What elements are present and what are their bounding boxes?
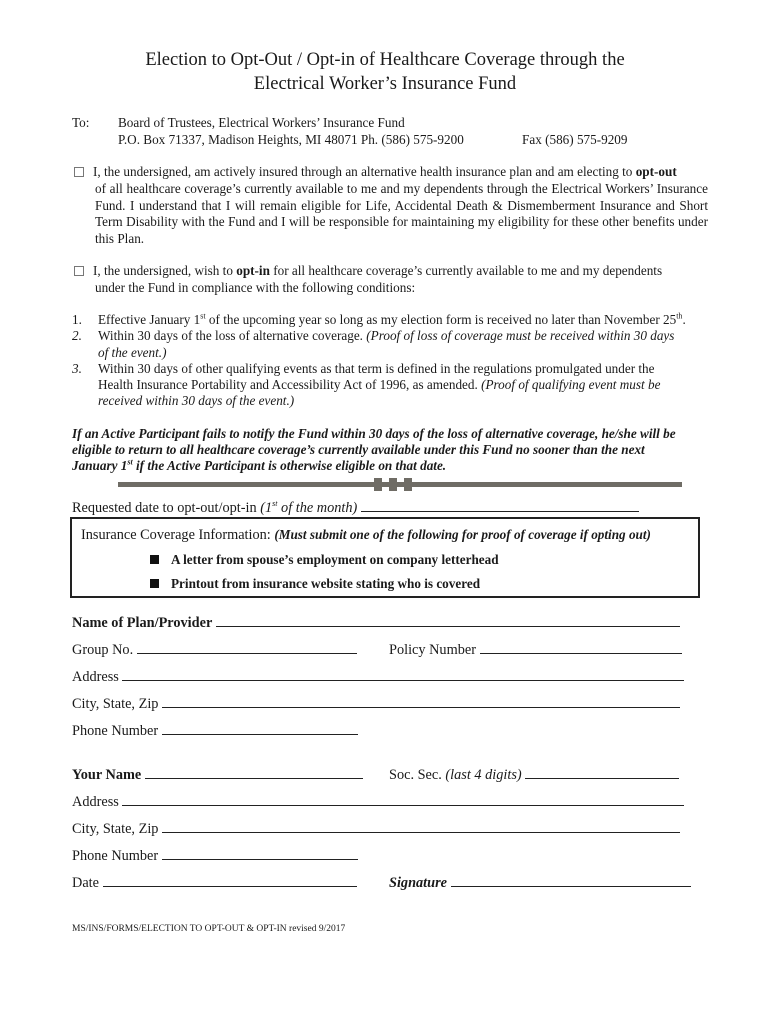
condition-1-text-a: Effective January 1 bbox=[98, 312, 201, 327]
condition-3-line2-italic: (Proof of qualifying event must be bbox=[481, 377, 661, 392]
opt-out-keyword: opt-out bbox=[635, 164, 677, 179]
notice-line1: If an Active Participant fails to notify the Fund within 30 days of the loss of alternative coverage, he/she will be bbox=[72, 426, 676, 441]
opt-in-rest: for all healthcare coverage’s currently available to me and my dependents bbox=[269, 263, 663, 278]
coverage-item-1 bbox=[150, 552, 499, 569]
your-city-row bbox=[72, 818, 680, 838]
condition-1 bbox=[98, 312, 686, 329]
condition-2 bbox=[98, 328, 674, 345]
soc-sec-field[interactable] bbox=[525, 764, 679, 779]
plan-phone-field[interactable] bbox=[162, 720, 358, 735]
plan-city-label: City, State, Zip bbox=[72, 696, 159, 712]
divider-block-2 bbox=[389, 478, 397, 491]
plan-phone-row bbox=[72, 720, 358, 740]
condition-1-text-c: . bbox=[682, 312, 686, 327]
group-no-field[interactable] bbox=[137, 639, 357, 654]
plan-city-field[interactable] bbox=[162, 693, 680, 708]
square-bullet-icon bbox=[150, 579, 159, 588]
condition-1-sup-a: st bbox=[200, 311, 206, 321]
coverage-info-header bbox=[81, 526, 651, 544]
condition-2-italic: (Proof of loss of coverage must be received within 30 days bbox=[366, 328, 675, 343]
plan-address-label: Address bbox=[72, 669, 119, 685]
your-name-label: Your Name bbox=[72, 767, 142, 783]
requested-date-hint-sup: st bbox=[272, 499, 278, 509]
coverage-item-2-text: Printout from insurance website stating who is covered bbox=[171, 576, 481, 591]
soc-sec-label: Soc. Sec. bbox=[389, 767, 446, 783]
divider-block-1 bbox=[374, 478, 382, 491]
notice-line3-a: January 1 bbox=[72, 458, 128, 473]
addressee-name: Board of Trustees, Electrical Workers’ Insurance Fund bbox=[118, 115, 405, 130]
your-city-field[interactable] bbox=[162, 818, 680, 833]
requested-date-hint bbox=[260, 500, 357, 516]
addressee-address: P.O. Box 71337, Madison Heights, MI 48071 Ph. (586) 575-9200 bbox=[118, 132, 464, 147]
date-field[interactable] bbox=[103, 872, 357, 887]
notice-line3-b: if the Active Participant is otherwise eligible on that date. bbox=[132, 458, 447, 473]
date-row bbox=[72, 872, 357, 892]
condition-3-line1: Within 30 days of other qualifying events as that term is defined in the regulations promulgated under the bbox=[98, 361, 655, 376]
condition-1-sup-b: th bbox=[676, 311, 683, 321]
condition-3-number: 3. bbox=[72, 361, 82, 376]
requested-date-hint-b: of the month) bbox=[277, 500, 358, 516]
opt-in-line2: under the Fund in compliance with the following conditions: bbox=[95, 280, 416, 295]
plan-city-row bbox=[72, 693, 680, 713]
opt-out-body: of all healthcare coverage’s currently available to me and my dependents through the Electrical Workers’ Insurance Fund. I understand that I will remain eligible for Life, Accidental Death & Dismemberment Insurance and Short Term Disability with the Fund and I will be responsible for maintaining my eligibility for these other benefits under this Plan. bbox=[95, 181, 708, 246]
group-no-row bbox=[72, 639, 357, 659]
divider-bar bbox=[118, 482, 682, 487]
signature-field[interactable] bbox=[451, 872, 691, 887]
opt-in-option bbox=[74, 263, 662, 280]
your-name-field[interactable] bbox=[145, 764, 363, 779]
signature-row bbox=[389, 872, 691, 892]
your-name-row bbox=[72, 764, 363, 784]
opt-out-option bbox=[74, 164, 677, 181]
opt-in-lead: I, the undersigned, wish to bbox=[93, 263, 237, 278]
opt-out-lead: I, the undersigned, am actively insured through an alternative health insurance plan and am electing to bbox=[93, 164, 636, 179]
opt-out-checkbox[interactable] bbox=[74, 167, 84, 177]
your-phone-field[interactable] bbox=[162, 845, 358, 860]
addressee-fax: Fax (586) 575-9209 bbox=[522, 132, 628, 147]
signature-label: Signature bbox=[389, 875, 448, 891]
condition-2-text: Within 30 days of the loss of alternative coverage. bbox=[98, 328, 367, 343]
group-no-label: Group No. bbox=[72, 642, 134, 658]
your-phone-row bbox=[72, 845, 358, 865]
plan-name-row bbox=[72, 612, 680, 632]
policy-number-field[interactable] bbox=[480, 639, 682, 654]
plan-name-label: Name of Plan/Provider bbox=[72, 615, 213, 631]
your-address-row bbox=[72, 791, 684, 811]
soc-sec-hint: (last 4 digits) bbox=[445, 767, 522, 783]
date-label: Date bbox=[72, 875, 99, 891]
divider-block-3 bbox=[404, 478, 412, 491]
policy-number-row bbox=[389, 639, 682, 659]
condition-3-line2-text: Health Insurance Portability and Accessibility Act of 1996, as amended. bbox=[98, 377, 482, 392]
policy-number-label: Policy Number bbox=[389, 642, 476, 658]
your-address-label: Address bbox=[72, 794, 119, 810]
your-phone-label: Phone Number bbox=[72, 848, 159, 864]
page-title-line2: Electrical Worker’s Insurance Fund bbox=[253, 74, 517, 94]
notice-line3 bbox=[72, 458, 446, 475]
condition-2-number: 2. bbox=[72, 328, 82, 343]
your-city-label: City, State, Zip bbox=[72, 821, 159, 837]
opt-in-keyword: opt-in bbox=[236, 263, 270, 278]
to-label: To: bbox=[72, 115, 90, 130]
your-address-field[interactable] bbox=[122, 791, 684, 806]
condition-3-line2 bbox=[98, 377, 660, 394]
requested-date-field[interactable] bbox=[361, 497, 639, 512]
plan-name-field[interactable] bbox=[216, 612, 680, 627]
condition-3-line3: received within 30 days of the event.) bbox=[98, 393, 295, 408]
condition-2-continued: of the event.) bbox=[98, 345, 167, 360]
condition-1-number: 1. bbox=[72, 312, 82, 327]
condition-1-text-b: of the upcoming year so long as my election form is received no later than November 25 bbox=[205, 312, 677, 327]
notice-line3-sup: st bbox=[127, 457, 133, 467]
form-footer: MS/INS/FORMS/ELECTION TO OPT-OUT & OPT-IN revised 9/2017 bbox=[72, 924, 346, 934]
soc-sec-row bbox=[389, 764, 679, 784]
requested-date-label: Requested date to opt-out/opt-in bbox=[72, 500, 261, 516]
notice-line2: eligible to return to all healthcare coverage’s currently available under this Fund no sooner than the next bbox=[72, 442, 645, 457]
plan-phone-label: Phone Number bbox=[72, 723, 159, 739]
requested-date-hint-a: (1 bbox=[260, 500, 273, 516]
plan-address-row bbox=[72, 666, 684, 686]
opt-in-checkbox[interactable] bbox=[74, 266, 84, 276]
coverage-info-note: (Must submit one of the following for proof of coverage if opting out) bbox=[274, 527, 651, 542]
coverage-info-label: Insurance Coverage Information: bbox=[81, 527, 275, 543]
square-bullet-icon bbox=[150, 555, 159, 564]
coverage-item-1-text: A letter from spouse’s employment on company letterhead bbox=[171, 552, 499, 567]
plan-address-field[interactable] bbox=[122, 666, 684, 681]
requested-date-row bbox=[72, 497, 639, 517]
coverage-item-2 bbox=[150, 576, 480, 593]
page-title-line1: Election to Opt-Out / Opt-in of Healthcare Coverage through the bbox=[145, 50, 625, 70]
